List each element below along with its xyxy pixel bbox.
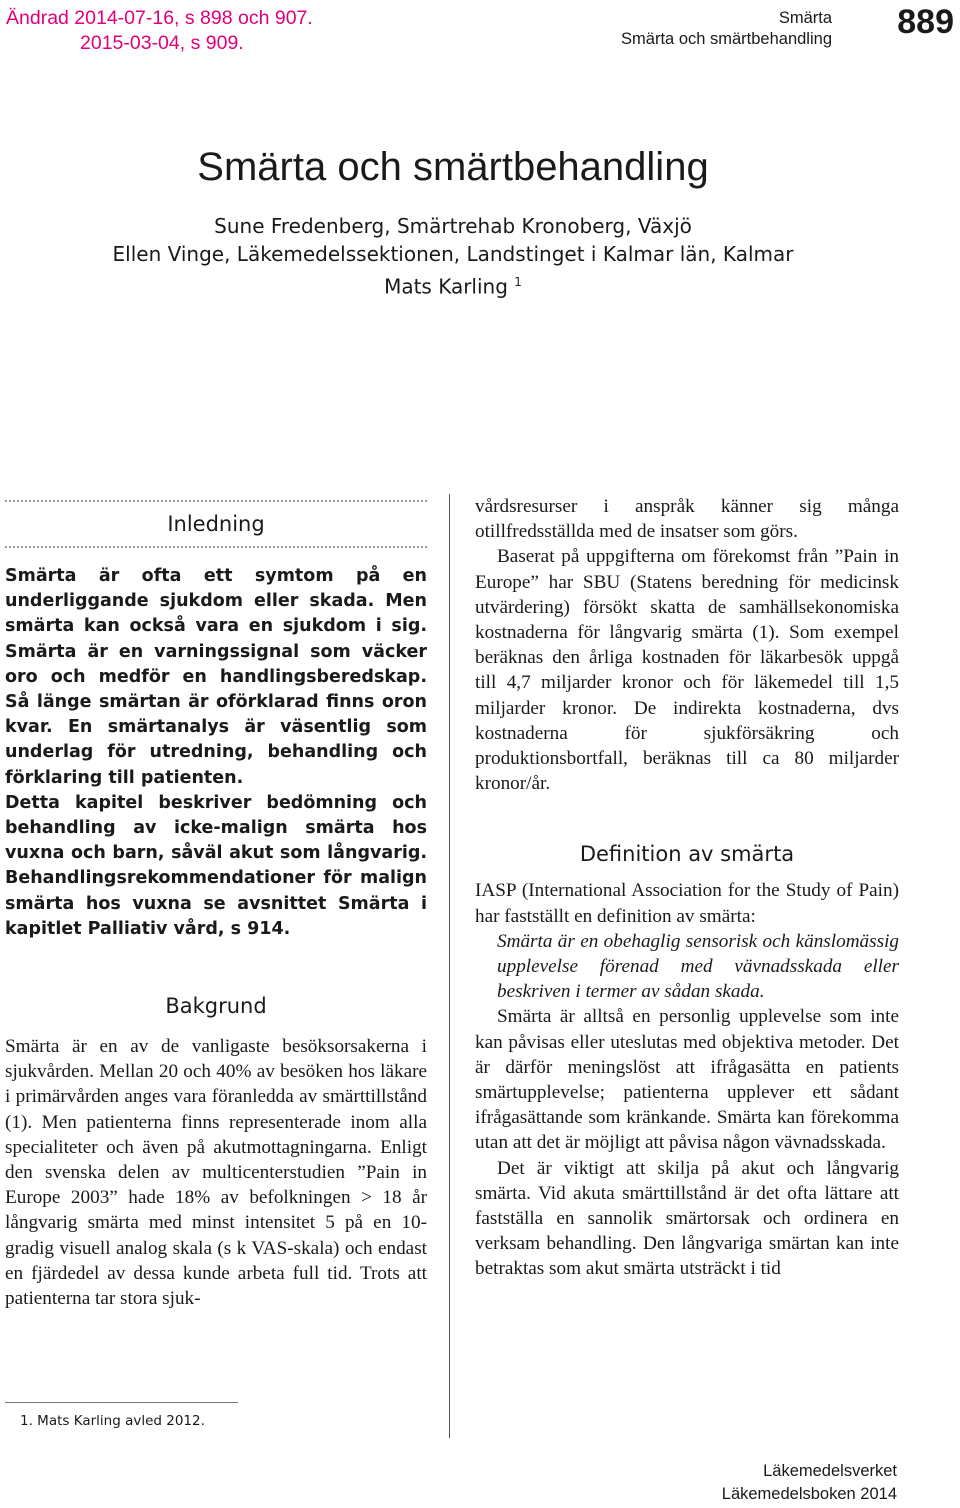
right-column [475, 494, 899, 1282]
running-header [621, 8, 832, 50]
footnote-marker: 1 [514, 275, 522, 289]
author-name: Mats Karling [384, 274, 508, 299]
revision-note [6, 6, 313, 56]
definition-intro: IASP (International Association for the Study of Pain) har fastställt en definition av smärta: [475, 880, 899, 927]
intro-paragraph: Detta kapitel beskriver bedömning och behandling av icke-malign smärta hos vuxna och barn, såväl akut som långvarig. Behandlingsrekommendationer för malign smärta hos vuxna se avsnittet Smärta i kapitlet Palliativ vård, s 914. [5, 792, 427, 939]
revision-line-2: 2015-03-04, s 909. [80, 32, 244, 54]
bakgrund-paragraph: Smärta är en av de vanligaste besöksorsakerna i sjukvården. Mellan 20 och 40% av besöken hos läkare i primärvården anges vara föranledda av smärttillstånd (1). Men patienterna finns representerade inom alla specialiteter och även på akutmottagningarna. Enligt den svenska delen av multicenterstudien ”Pain in Europe 2003” hade 18% av befolkningen > 18 år långvarig smärta med minst intensitet 5 på en 10-gradig visuell analog skala (s k VAS-skala) och endast en fjärdedel av dessa kunde arbeta full tid. Trots att patienterna tar stora sjuk- [5, 1036, 427, 1310]
bakgrund-paragraph-2: Baserat på uppgifterna om förekomst från ”Pain in Europe” har SBU (Statens beredning för medicinsk utvärdering) försökt skatta de samhällsekonomiska kostnaderna för långvarig smärta (1). Som exempel beräknas den årliga kostnaden för läkarbesök uppgå till 4,7 miljarder kronor och för läkemedel till 1,5 miljarder kronor. De indirekta kostnaderna, dvs kostnaderna för sjukförsäkring och produktionsbortfall, beräknas till ca 80 miljarder kronor/år. [475, 546, 899, 795]
revision-line-1: Ändrad 2014-07-16, s 898 och 907. [6, 7, 313, 29]
author-line: Ellen Vinge, Läkemedelssektionen, Landstinget i Kalmar län, Kalmar [112, 242, 794, 266]
bakgrund-heading: Bakgrund [165, 994, 267, 1019]
definition-heading: Definition av smärta [579, 842, 795, 867]
bakgrund-paragraph-continued: vårdsresurser i anspråk känner sig många otillfredsställda med de insatser som görs. [475, 496, 899, 543]
footer-book: Läkemedelsboken 2014 [721, 1485, 897, 1503]
footer-publisher: Läkemedelsverket [763, 1462, 897, 1480]
intro-box [5, 564, 427, 942]
column-divider [449, 494, 450, 1438]
definition-quote [475, 929, 899, 1005]
left-column [5, 500, 427, 1311]
definition-paragraph: Det är viktigt att skilja på akut och långvarig smärta. Vid akuta smärttillstånd är det ofta lättare att fastställa en sannolik smärtorsak och ordinera en verksam behandling. Den långvariga smärtan kan inte betraktas som akut smärta utsträckt i tid [475, 1157, 899, 1280]
definition-quote-text: Smärta är en obehaglig sensorisk och känslomässig upplevelse förenad med vävnadsskada eller beskriven i termer av sådan skada. [497, 930, 899, 1003]
running-header-section: Smärta [778, 9, 832, 27]
footnote-rule [5, 1402, 238, 1403]
author-line [0, 268, 906, 301]
author-list [0, 212, 906, 301]
page-number: 889 [897, 3, 954, 41]
intro-paragraph: Smärta är ofta ett symtom på en underliggande sjukdom eller skada. Men smärta kan också vara en sjukdom i sig. Smärta är en varningssignal som väcker oro och medför en handlingsberedskap. Så länge smärtan är oförklarad finns oron kvar. En smärtanalys är väsentlig som underlag för utredning, behandling och förklaring till patienten. [5, 566, 427, 788]
author-line: Sune Fredenberg, Smärtrehab Kronoberg, Växjö [214, 214, 692, 238]
definition-paragraph: Smärta är alltså en personlig upplevelse som inte kan påvisas eller uteslutas med objektiva metoder. Det är därför meningslöst att ifrågasätta en patients smärtupplevelse; patienterna upplever ett sådant ifrågasättande som kränkande. Smärta kan förekomma utan att det är möjligt att påvisa någon vävnadsskada. [475, 1006, 899, 1154]
running-header-chapter: Smärta och smärtbehandling [621, 30, 832, 48]
intro-heading: Inledning [5, 500, 427, 548]
footnote: 1. Mats Karling avled 2012. [20, 1413, 205, 1429]
chapter-title: Smärta och smärtbehandling [197, 145, 709, 189]
page-footer [722, 1460, 897, 1506]
